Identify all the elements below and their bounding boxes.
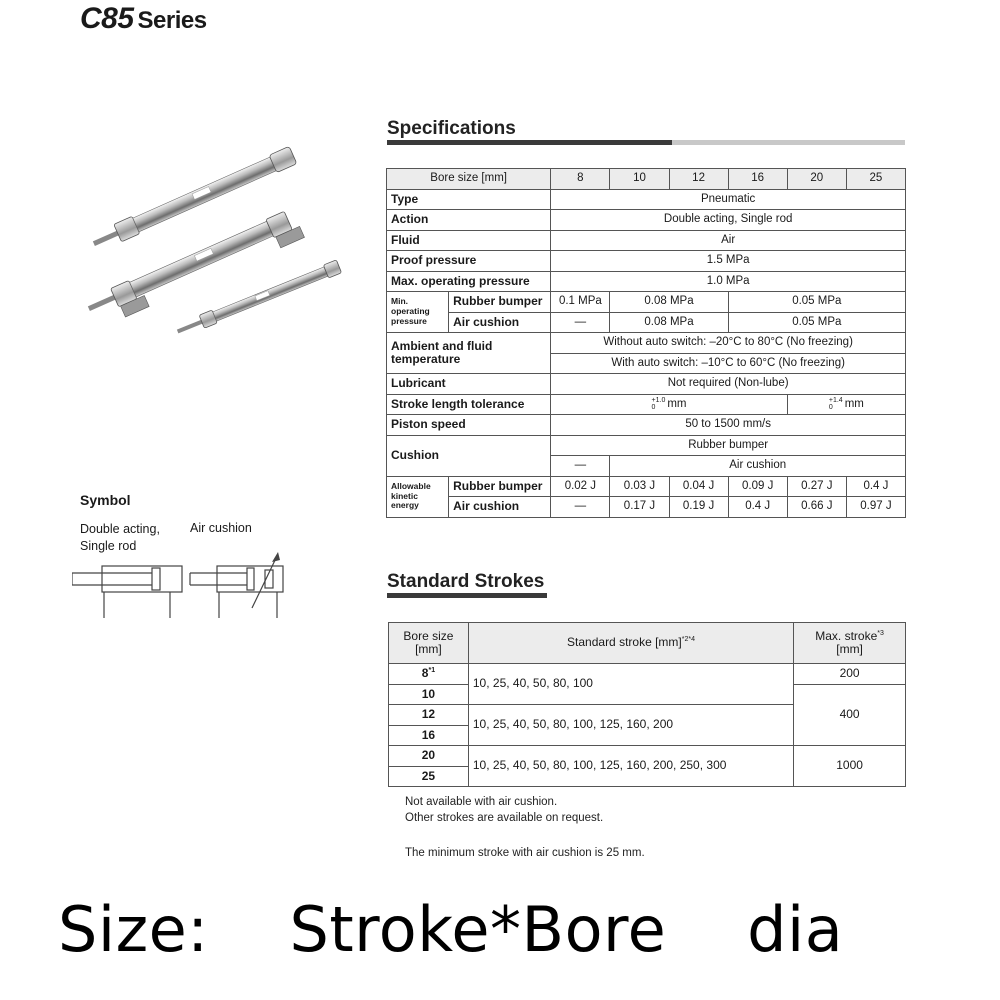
cylinder-product-image bbox=[70, 140, 370, 340]
table-row bbox=[389, 664, 906, 685]
tolerance-stack bbox=[652, 397, 666, 411]
row-label: Stroke length tolerance bbox=[387, 394, 551, 415]
footnote: Not available with air cushion. bbox=[405, 796, 558, 808]
size-caption: Size: Stroke*Bore dia bbox=[58, 893, 844, 966]
row-label: Max. operating pressure bbox=[387, 271, 551, 292]
stroke-list: 10, 25, 40, 50, 80, 100 bbox=[468, 664, 793, 705]
row-label: Piston speed bbox=[387, 415, 551, 436]
bore-col: 12 bbox=[669, 169, 728, 190]
cell-value: — bbox=[551, 456, 610, 477]
cell-value: 0.4 J bbox=[728, 497, 787, 518]
cell-value: Without auto switch: –20°C to 80°C (No freezing) bbox=[551, 333, 906, 354]
max-stroke-header bbox=[794, 623, 906, 664]
row-label: Fluid bbox=[387, 230, 551, 251]
tolerance-stack bbox=[829, 397, 843, 411]
bore-cell: 25 bbox=[389, 766, 469, 787]
cell-value: 50 to 1500 mm/s bbox=[551, 415, 906, 436]
max-stroke-value: 200 bbox=[794, 664, 906, 685]
table-row bbox=[387, 271, 906, 292]
sub-label: Rubber bumper bbox=[449, 292, 551, 313]
row-label: Min. operating pressure bbox=[387, 292, 449, 333]
row-label: Proof pressure bbox=[387, 251, 551, 272]
cell-value: 0.17 J bbox=[610, 497, 669, 518]
specifications-heading: Specifications bbox=[387, 118, 516, 139]
cell-value: Air cushion bbox=[610, 456, 906, 477]
footnote-ref: *2*4 bbox=[681, 636, 695, 644]
bore-cell: 12 bbox=[389, 705, 469, 726]
table-row bbox=[387, 476, 906, 497]
cylinder-3 bbox=[175, 260, 342, 338]
standard-strokes-rule bbox=[387, 593, 547, 598]
cell-value: 0.03 J bbox=[610, 476, 669, 497]
table-row bbox=[387, 169, 906, 190]
stroke-list: 10, 25, 40, 50, 80, 100, 125, 160, 200, 250, 300 bbox=[468, 746, 793, 787]
cell-value: 0.1 MPa bbox=[551, 292, 610, 313]
tolerance-unit: mm bbox=[667, 398, 687, 411]
footnote: Other strokes are available on request. bbox=[405, 812, 604, 824]
sub-label: Air cushion bbox=[449, 312, 551, 333]
cell-value: Rubber bumper bbox=[551, 435, 906, 456]
row-label: Type bbox=[387, 189, 551, 210]
cell-value: 0.19 J bbox=[669, 497, 728, 518]
specifications-rule bbox=[387, 140, 905, 145]
cell-value: 0.97 J bbox=[846, 497, 905, 518]
cell-value: 0.02 J bbox=[551, 476, 610, 497]
bore-value: 8 bbox=[421, 666, 429, 681]
cell-value: 0.66 J bbox=[787, 497, 846, 518]
header-text: Bore size bbox=[403, 628, 454, 643]
table-row bbox=[387, 497, 906, 518]
table-row bbox=[387, 210, 906, 231]
tolerance-unit: mm bbox=[844, 398, 864, 411]
caption-line: Double acting, bbox=[80, 522, 160, 536]
cell-value: With auto switch: –10°C to 60°C (No freezing) bbox=[551, 353, 906, 374]
pneumatic-symbol-diagram bbox=[72, 540, 302, 622]
specifications-table bbox=[386, 168, 906, 518]
table-row bbox=[387, 312, 906, 333]
table-row bbox=[387, 230, 906, 251]
bore-col: 16 bbox=[728, 169, 787, 190]
bore-size-header bbox=[389, 623, 469, 664]
tolerance-upper: +1.0 bbox=[651, 397, 666, 405]
table-row bbox=[387, 333, 906, 354]
header-unit: [mm] bbox=[836, 642, 863, 656]
table-row bbox=[387, 292, 906, 313]
tolerance-upper: +1.4 bbox=[828, 397, 843, 405]
cell-value: 0.08 MPa bbox=[610, 292, 728, 313]
table-row bbox=[387, 251, 906, 272]
cell-value: 0.04 J bbox=[669, 476, 728, 497]
cell-value: 1.0 MPa bbox=[551, 271, 906, 292]
cell-value: 0.4 J bbox=[846, 476, 905, 497]
cell-value: Not required (Non-lube) bbox=[551, 374, 906, 395]
caption-line: Single rod bbox=[80, 539, 137, 553]
cell-value: 0.08 MPa bbox=[610, 312, 728, 333]
table-row bbox=[387, 394, 906, 415]
cell-value: Double acting, Single rod bbox=[551, 210, 906, 231]
bore-cell: 20 bbox=[389, 746, 469, 767]
table-row bbox=[389, 623, 906, 664]
tolerance-lower: 0 bbox=[651, 404, 656, 412]
symbol-caption-air-cushion: Air cushion bbox=[190, 521, 252, 535]
row-label: Action bbox=[387, 210, 551, 231]
stroke-list: 10, 25, 40, 50, 80, 100, 125, 160, 200 bbox=[468, 705, 793, 746]
page-title bbox=[80, 2, 207, 36]
standard-strokes-heading: Standard Strokes bbox=[387, 571, 545, 592]
cell-value: Pneumatic bbox=[551, 189, 906, 210]
table-row bbox=[387, 435, 906, 456]
row-label: Allowable kinetic energy bbox=[387, 476, 449, 517]
max-stroke-value: 1000 bbox=[794, 746, 906, 787]
max-stroke-value: 400 bbox=[794, 684, 906, 746]
table-row bbox=[389, 746, 906, 767]
cell-value: 1.5 MPa bbox=[551, 251, 906, 272]
sub-label: Air cushion bbox=[449, 497, 551, 518]
row-label: Ambient and fluid temperature bbox=[387, 333, 551, 374]
cell-value: — bbox=[551, 497, 610, 518]
bore-cell: 16 bbox=[389, 725, 469, 746]
bore-col: 25 bbox=[846, 169, 905, 190]
footnote-ref: *3 bbox=[877, 629, 884, 637]
cylinder-symbol-body bbox=[102, 566, 182, 592]
tolerance-lower: 0 bbox=[828, 404, 833, 412]
row-label: Cushion bbox=[387, 435, 551, 476]
header-text: Max. stroke bbox=[815, 628, 878, 643]
table-row bbox=[387, 374, 906, 395]
cell-value: — bbox=[551, 312, 610, 333]
bore-cell bbox=[389, 664, 469, 685]
footnote-ref: *1 bbox=[428, 667, 436, 675]
footnote: The minimum stroke with air cushion is 25 mm. bbox=[405, 847, 645, 859]
table-row bbox=[387, 415, 906, 436]
bore-col: 10 bbox=[610, 169, 669, 190]
bore-size-header: Bore size [mm] bbox=[387, 169, 551, 190]
header-unit: [mm] bbox=[415, 642, 442, 656]
cell-value: 0.05 MPa bbox=[728, 292, 905, 313]
header-text: Standard stroke [mm] bbox=[567, 635, 682, 650]
symbol-title: Symbol bbox=[80, 492, 131, 508]
cell-value bbox=[551, 394, 787, 415]
standard-strokes-table bbox=[388, 622, 906, 787]
standard-stroke-header bbox=[468, 623, 793, 664]
sub-label: Rubber bumper bbox=[449, 476, 551, 497]
bore-col: 8 bbox=[551, 169, 610, 190]
series-label: Series bbox=[137, 7, 207, 34]
cell-value: 0.27 J bbox=[787, 476, 846, 497]
cell-value bbox=[787, 394, 905, 415]
bore-cell: 10 bbox=[389, 684, 469, 705]
model-name: C85 bbox=[80, 2, 134, 35]
bore-col: 20 bbox=[787, 169, 846, 190]
cell-value: 0.09 J bbox=[728, 476, 787, 497]
row-label: Lubricant bbox=[387, 374, 551, 395]
cell-value: 0.05 MPa bbox=[728, 312, 905, 333]
table-row bbox=[387, 189, 906, 210]
cell-value: Air bbox=[551, 230, 906, 251]
